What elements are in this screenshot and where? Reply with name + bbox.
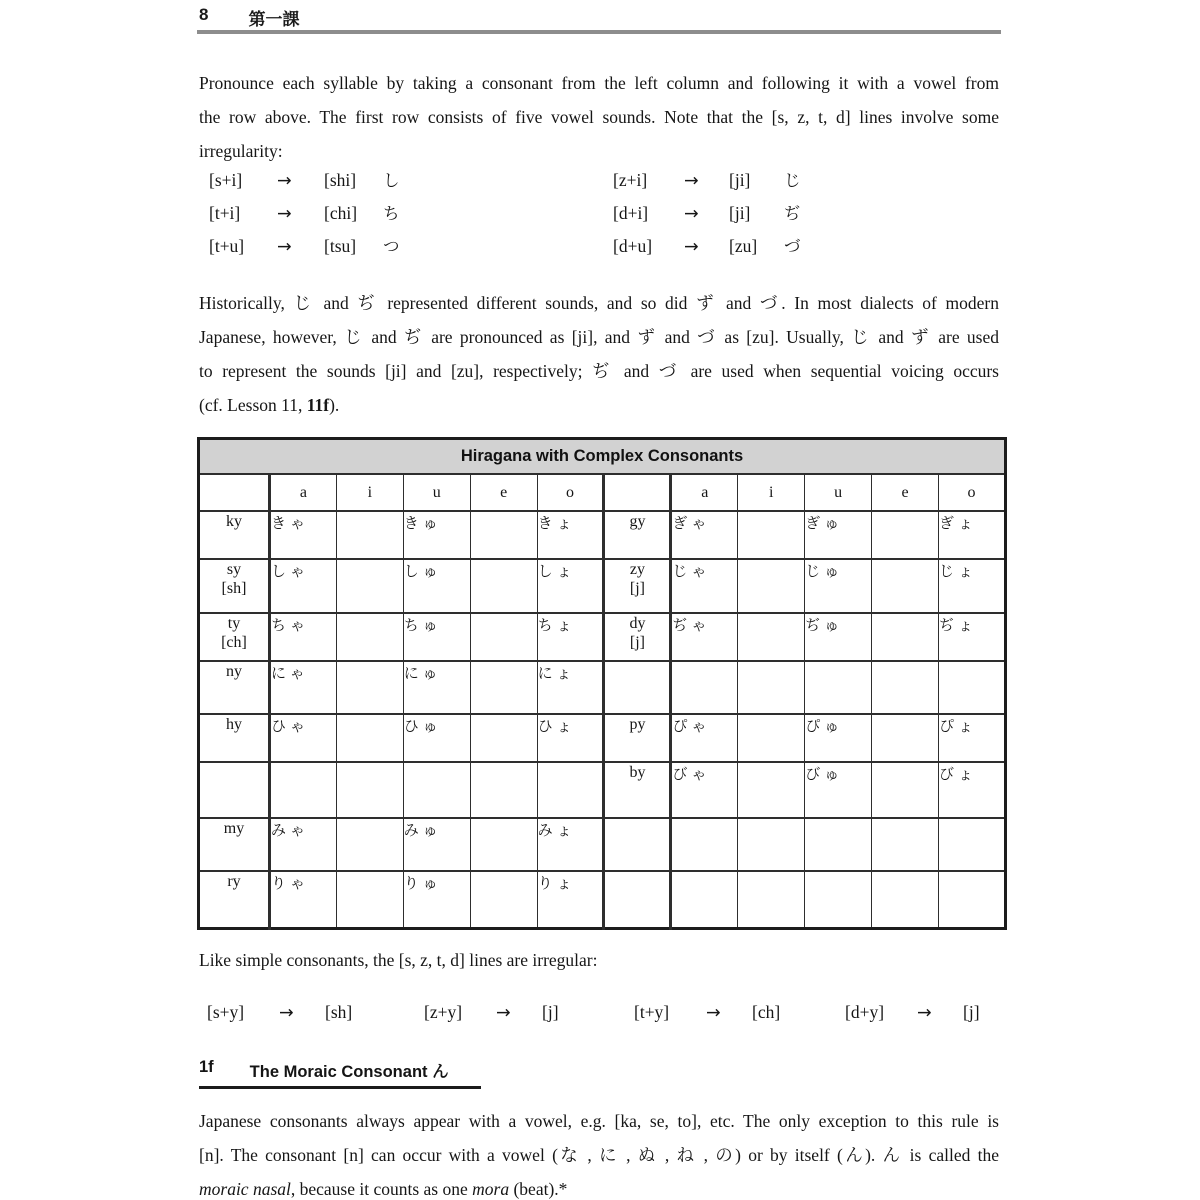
row-label-cell bbox=[199, 661, 270, 714]
kana-cell bbox=[939, 661, 1006, 714]
phoneme-result: [zu] bbox=[729, 236, 758, 256]
vowel-header-blank bbox=[199, 474, 270, 511]
arrow-icon: → bbox=[684, 204, 699, 224]
kana-table-row bbox=[199, 511, 1006, 559]
sound-change-group bbox=[845, 1002, 980, 1023]
row-label-sub: [ch] bbox=[221, 634, 247, 651]
row-label-cell bbox=[604, 762, 671, 818]
kana-cell: びゅ bbox=[805, 762, 872, 818]
kana-cell bbox=[872, 661, 939, 714]
phoneme-result: [ch] bbox=[752, 1002, 781, 1022]
kana-cell bbox=[336, 559, 403, 613]
row-label: ky bbox=[225, 513, 242, 530]
row-label-cell bbox=[199, 511, 270, 559]
phoneme-result: [chi] bbox=[324, 203, 358, 223]
sound-change-group bbox=[207, 1002, 352, 1023]
kana-cell: ぢゃ bbox=[671, 613, 738, 661]
header-rule bbox=[197, 30, 1001, 34]
kana-cell bbox=[872, 818, 939, 871]
text-segment: , because it counts as one bbox=[290, 1179, 473, 1199]
vowel-header: e bbox=[872, 474, 939, 511]
phoneme-source: [t+u] bbox=[209, 236, 245, 256]
table-title: Hiragana with Complex Consonants bbox=[199, 439, 1006, 475]
paragraph-line bbox=[199, 1172, 999, 1200]
row-label-cell bbox=[199, 613, 270, 661]
row-label-cell bbox=[604, 714, 671, 762]
kana-cell: じゅ bbox=[805, 559, 872, 613]
text-segment: (cf. Lesson 11, bbox=[199, 395, 307, 415]
phoneme-source: [z+y] bbox=[424, 1002, 463, 1022]
kana-cell: にゅ bbox=[403, 661, 470, 714]
paragraph-line bbox=[199, 388, 999, 422]
section-heading bbox=[199, 1058, 449, 1082]
row-label-cell bbox=[604, 818, 671, 871]
arrow-icon: → bbox=[684, 171, 699, 191]
kana-cell: りゅ bbox=[403, 871, 470, 928]
text-segment: (beat).* bbox=[509, 1179, 568, 1199]
kana-character: づ bbox=[784, 237, 801, 256]
kana-cell bbox=[671, 661, 738, 714]
vowel-header-row bbox=[199, 474, 1006, 511]
row-label: ry bbox=[227, 873, 241, 890]
kana-cell bbox=[470, 818, 537, 871]
phoneme-result: [shi] bbox=[324, 170, 357, 190]
kana-cell bbox=[470, 714, 537, 762]
kana-table-row bbox=[199, 714, 1006, 762]
kana-cell bbox=[738, 661, 805, 714]
kana-cell bbox=[738, 818, 805, 871]
phoneme-source: [d+i] bbox=[613, 203, 649, 223]
kana-cell bbox=[336, 871, 403, 928]
row-label: ty bbox=[227, 615, 241, 632]
phoneme-source: [s+y] bbox=[207, 1002, 245, 1022]
row-label-cell bbox=[604, 871, 671, 928]
vowel-header: o bbox=[939, 474, 1006, 511]
page-header bbox=[199, 5, 299, 30]
row-label: hy bbox=[225, 716, 242, 733]
arrow-icon: → bbox=[706, 1003, 721, 1023]
hiragana-complex-consonants-table bbox=[197, 437, 1007, 930]
kana-cell bbox=[738, 613, 805, 661]
kana-cell: りょ bbox=[537, 871, 604, 928]
phoneme-result: [sh] bbox=[325, 1002, 353, 1022]
arrow-icon: → bbox=[496, 1003, 511, 1023]
phoneme-source: [t+y] bbox=[634, 1002, 670, 1022]
phoneme-source: [t+i] bbox=[209, 203, 241, 223]
kana-cell bbox=[872, 871, 939, 928]
row-label: py bbox=[629, 716, 646, 733]
vowel-header: u bbox=[805, 474, 872, 511]
kana-cell bbox=[939, 871, 1006, 928]
kana-cell bbox=[336, 661, 403, 714]
kana-cell: びゃ bbox=[671, 762, 738, 818]
kana-cell bbox=[939, 818, 1006, 871]
kana-cell bbox=[805, 661, 872, 714]
kana-cell: きゃ bbox=[269, 511, 336, 559]
kana-cell: にょ bbox=[537, 661, 604, 714]
arrow-icon: → bbox=[277, 171, 292, 191]
kana-cell: ちょ bbox=[537, 613, 604, 661]
chapter-title: 第一課 bbox=[248, 10, 300, 29]
row-label-cell bbox=[199, 762, 270, 818]
row-label-cell bbox=[199, 818, 270, 871]
kana-cell bbox=[336, 762, 403, 818]
kana-cell: ぎゃ bbox=[671, 511, 738, 559]
kana-cell: しゃ bbox=[269, 559, 336, 613]
kana-cell: ひゃ bbox=[269, 714, 336, 762]
kana-character: ち bbox=[383, 204, 400, 223]
row-label-cell bbox=[199, 714, 270, 762]
kana-cell bbox=[738, 559, 805, 613]
sound-change-list-y bbox=[197, 1002, 1003, 1030]
row-label-sub: [sh] bbox=[221, 580, 247, 597]
paragraph-line: the row above. The first row consists of five vowel sounds. Note that the [s, z, t, d] lines involve some bbox=[199, 107, 999, 127]
kana-character: ぢ bbox=[784, 204, 801, 223]
paragraph-line: Japanese consonants always appear with a vowel, e.g. [ka, se, to], etc. The only exception to this rule is bbox=[199, 1111, 999, 1131]
kana-cell bbox=[872, 762, 939, 818]
kana-cell: きゅ bbox=[403, 511, 470, 559]
kana-cell: ぴょ bbox=[939, 714, 1006, 762]
cross-reference: 11f bbox=[306, 395, 330, 415]
kana-cell bbox=[336, 511, 403, 559]
paragraph-line: [n]. The consonant [n] can occur with a vowel (な , に , ぬ , ね , の) or by itself (ん). ん is called the bbox=[199, 1145, 999, 1165]
kana-cell: みゃ bbox=[269, 818, 336, 871]
row-label: ny bbox=[225, 663, 242, 680]
row-label-sub: [j] bbox=[629, 580, 645, 597]
kana-cell: みょ bbox=[537, 818, 604, 871]
kana-cell bbox=[738, 871, 805, 928]
kana-cell: ぢゅ bbox=[805, 613, 872, 661]
kana-character: つ bbox=[383, 237, 400, 256]
kana-cell bbox=[470, 613, 537, 661]
kana-cell: ひょ bbox=[537, 714, 604, 762]
sound-change-row bbox=[197, 167, 1003, 200]
kana-cell: しょ bbox=[537, 559, 604, 613]
kana-cell bbox=[470, 511, 537, 559]
historical-paragraph bbox=[199, 286, 999, 422]
sound-change-group bbox=[209, 167, 400, 191]
kana-cell: ぎゅ bbox=[805, 511, 872, 559]
sound-change-group bbox=[209, 233, 400, 257]
row-label-cell bbox=[199, 871, 270, 928]
sound-change-group bbox=[613, 233, 801, 257]
row-label-cell bbox=[604, 661, 671, 714]
kana-cell: ちゅ bbox=[403, 613, 470, 661]
vowel-header-blank bbox=[604, 474, 671, 511]
row-label: zy bbox=[629, 561, 645, 578]
section-title: The Moraic Consonant ん bbox=[249, 1063, 449, 1081]
phoneme-source: [d+u] bbox=[613, 236, 653, 256]
arrow-icon: → bbox=[277, 237, 292, 257]
kana-cell bbox=[470, 661, 537, 714]
phoneme-result: [j] bbox=[963, 1002, 980, 1022]
table-title-row bbox=[199, 439, 1006, 475]
kana-cell: ひゅ bbox=[403, 714, 470, 762]
kana-cell bbox=[403, 762, 470, 818]
row-label: by bbox=[629, 764, 646, 781]
phoneme-result: [j] bbox=[542, 1002, 559, 1022]
arrow-icon: → bbox=[277, 204, 292, 224]
vowel-header: i bbox=[336, 474, 403, 511]
kana-cell: ちゃ bbox=[269, 613, 336, 661]
paragraph-line: Japanese, however, じ and ぢ are pronounced as [ji], and ず and づ as [zu]. Usually, じ and ず are used bbox=[199, 327, 999, 347]
row-label-cell bbox=[199, 559, 270, 613]
sound-change-group bbox=[613, 200, 801, 224]
kana-cell bbox=[671, 871, 738, 928]
kana-cell: ぎょ bbox=[939, 511, 1006, 559]
kana-table-row bbox=[199, 661, 1006, 714]
paragraph-line: Historically, じ and ぢ represented different sounds, and so did ず and づ. In most dialects of modern bbox=[199, 293, 999, 313]
sound-change-group bbox=[424, 1002, 559, 1023]
kana-cell bbox=[336, 818, 403, 871]
page-content bbox=[197, 0, 1007, 1200]
kana-cell bbox=[336, 613, 403, 661]
kana-cell: りゃ bbox=[269, 871, 336, 928]
kana-cell bbox=[738, 762, 805, 818]
kana-cell bbox=[872, 714, 939, 762]
sound-change-list-iu bbox=[197, 167, 1003, 266]
kana-cell bbox=[336, 714, 403, 762]
vowel-header: a bbox=[671, 474, 738, 511]
phoneme-source: [z+i] bbox=[613, 170, 648, 190]
arrow-icon: → bbox=[684, 237, 699, 257]
intro-paragraph bbox=[199, 66, 999, 168]
arrow-icon: → bbox=[917, 1003, 932, 1023]
page-number: 8 bbox=[199, 5, 209, 24]
kana-table-row bbox=[199, 613, 1006, 661]
kana-table-row bbox=[199, 559, 1006, 613]
irregular-note-line: Like simple consonants, the [s, z, t, d] lines are irregular: bbox=[199, 950, 598, 970]
row-label-sub: [j] bbox=[629, 634, 645, 651]
phoneme-source: [s+i] bbox=[209, 170, 243, 190]
section-number: 1f bbox=[199, 1058, 214, 1076]
kana-cell bbox=[738, 714, 805, 762]
row-label: gy bbox=[629, 513, 646, 530]
kana-cell bbox=[470, 762, 537, 818]
kana-cell bbox=[872, 511, 939, 559]
kana-table-row bbox=[199, 818, 1006, 871]
paragraph-line: Pronounce each syllable by taking a consonant from the left column and following it with a vowel from bbox=[199, 73, 999, 93]
kana-cell bbox=[805, 818, 872, 871]
kana-cell bbox=[470, 871, 537, 928]
kana-cell: じょ bbox=[939, 559, 1006, 613]
sound-change-row bbox=[197, 233, 1003, 266]
phoneme-source: [d+y] bbox=[845, 1002, 885, 1022]
row-label-cell bbox=[604, 559, 671, 613]
vowel-header: i bbox=[738, 474, 805, 511]
kana-cell: ぴゃ bbox=[671, 714, 738, 762]
section-heading-underline bbox=[199, 1086, 481, 1089]
kana-cell bbox=[269, 762, 336, 818]
phoneme-result: [ji] bbox=[729, 170, 751, 190]
phoneme-result: [ji] bbox=[729, 203, 751, 223]
vowel-header: u bbox=[403, 474, 470, 511]
row-label: dy bbox=[629, 615, 646, 632]
kana-table-row bbox=[199, 871, 1006, 928]
paragraph-line: irregularity: bbox=[199, 141, 283, 161]
row-label: sy bbox=[226, 561, 242, 578]
sound-change-group bbox=[613, 167, 801, 191]
kana-cell bbox=[872, 613, 939, 661]
text-segment: ). bbox=[329, 395, 340, 415]
sound-change-group bbox=[634, 1002, 780, 1023]
moraic-paragraph bbox=[199, 1104, 999, 1200]
kana-cell bbox=[872, 559, 939, 613]
row-label-cell bbox=[604, 613, 671, 661]
kana-cell bbox=[805, 871, 872, 928]
kana-cell: にゃ bbox=[269, 661, 336, 714]
paragraph-line: to represent the sounds [ji] and [zu], respectively; ぢ and づ are used when sequential voicing occurs bbox=[199, 361, 999, 381]
kana-cell bbox=[738, 511, 805, 559]
row-label: my bbox=[223, 820, 245, 837]
kana-cell bbox=[470, 559, 537, 613]
kana-cell bbox=[671, 818, 738, 871]
kana-table-row bbox=[199, 762, 1006, 818]
kana-cell: じゃ bbox=[671, 559, 738, 613]
vowel-header: o bbox=[537, 474, 604, 511]
kana-character: し bbox=[383, 171, 400, 190]
kana-character: じ bbox=[784, 171, 801, 190]
row-label-cell bbox=[604, 511, 671, 559]
vowel-header: e bbox=[470, 474, 537, 511]
kana-cell: みゅ bbox=[403, 818, 470, 871]
kana-cell: ぢょ bbox=[939, 613, 1006, 661]
kana-cell: きょ bbox=[537, 511, 604, 559]
sound-change-row bbox=[197, 200, 1003, 233]
vowel-header: a bbox=[269, 474, 336, 511]
arrow-icon: → bbox=[279, 1003, 294, 1023]
kana-cell: しゅ bbox=[403, 559, 470, 613]
term-italic: mora bbox=[472, 1179, 510, 1199]
kana-table-body bbox=[199, 511, 1006, 928]
sound-change-group bbox=[209, 200, 400, 224]
kana-cell: びょ bbox=[939, 762, 1006, 818]
kana-cell bbox=[537, 762, 604, 818]
phoneme-result: [tsu] bbox=[324, 236, 357, 256]
kana-cell: ぴゅ bbox=[805, 714, 872, 762]
term-italic: moraic nasal bbox=[199, 1179, 291, 1199]
